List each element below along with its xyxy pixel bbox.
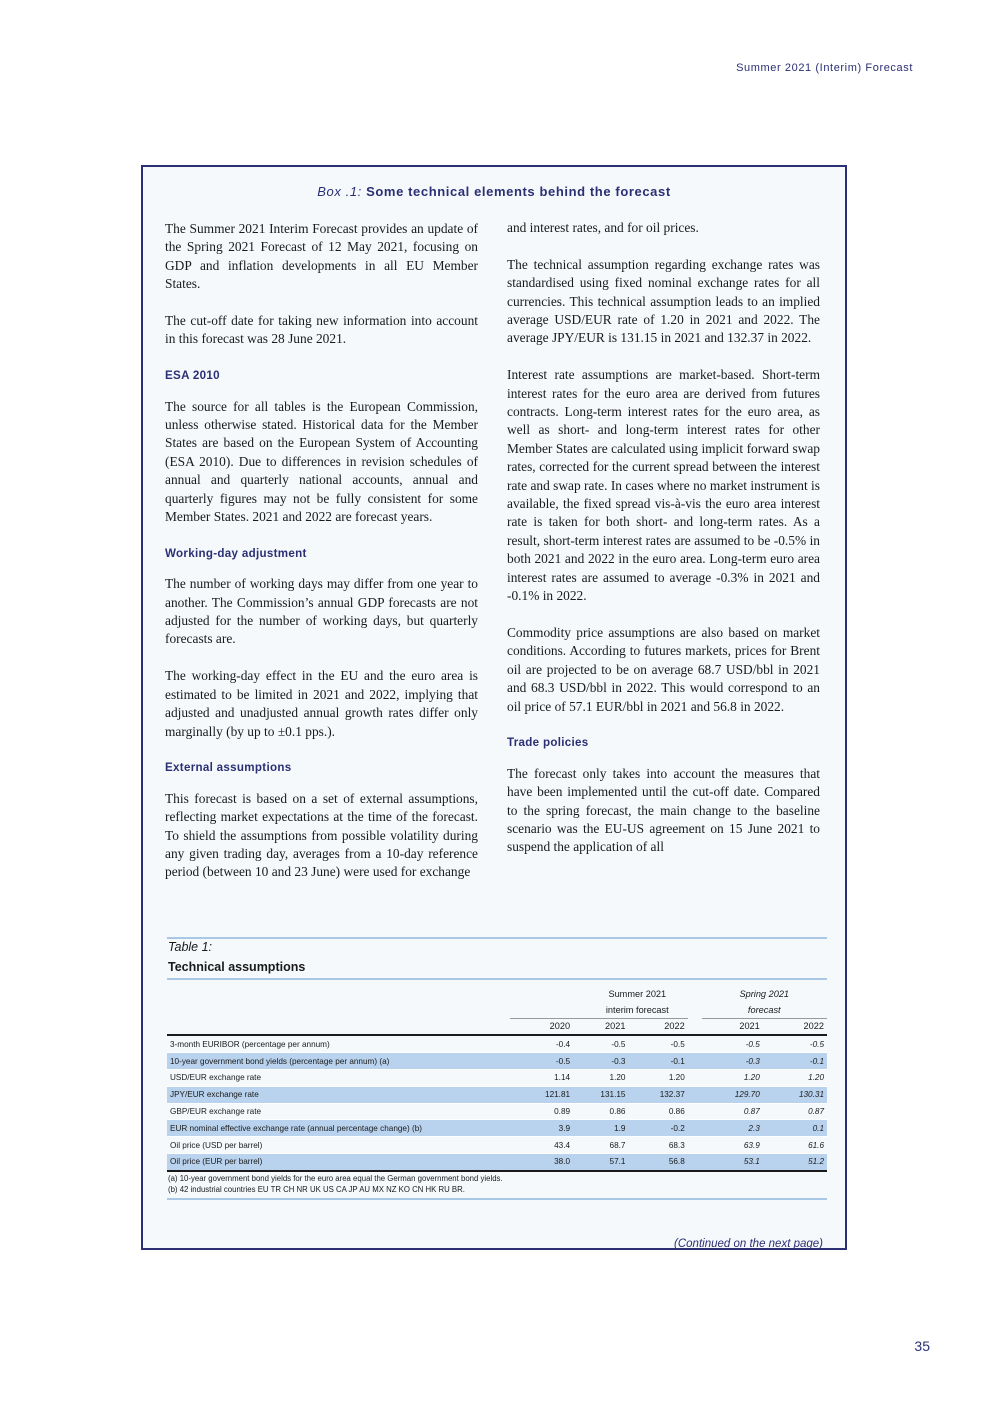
cell: 68.7 — [573, 1137, 628, 1154]
group-summer-subtitle: interim forecast — [605, 1004, 669, 1015]
group-spring-title: Spring 2021 — [739, 988, 790, 999]
paragraph: Interest rate assumptions are market-based. Short-term interest rates for the euro area are derived from futures contracts. Long-term interest rates for the euro area, as well as short- and long-term interest rates for other Member States are calculated using implicit forward swap rates, corrected for the current spread between the interest rate and swap rate. In cases where no market instrument is available, the fixed spread vis-à-vis the euro area interest rate is taken for both short- and long-term rates. As a result, short-term interest rates are assumed to be -0.5% in both 2021 and 2022 in the euro area. Long-term euro area interest rates are assumed to average -0.3% in 2021 and -0.1% in 2022. — [507, 367, 820, 604]
cell: 57.1 — [573, 1153, 628, 1170]
row-label: 3-month EURIBOR (percentage per annum) — [167, 1035, 510, 1052]
table-note: (a) 10-year government bond yields for the euro area equal the German government bond yields. — [168, 1173, 503, 1183]
box-title — [143, 184, 845, 199]
cell: -0.1 — [763, 1053, 827, 1070]
cell: 1.9 — [573, 1120, 628, 1137]
box-label: Box .1: — [317, 184, 362, 199]
section-heading-trade: Trade policies — [507, 736, 589, 750]
cell: 51.2 — [763, 1153, 827, 1170]
cell: -0.4 — [510, 1035, 573, 1052]
cell: 131.15 — [573, 1086, 628, 1103]
paragraph: The forecast only takes into account the measures that have been implemented until the cut-off date. Compared to the spring forecast, the main change to the baseline scenario was the EU-US agreement on 15 June 2021 to suspend the application of all — [507, 765, 820, 855]
table-row — [167, 1035, 827, 1052]
right-column — [507, 219, 820, 875]
row-label: Oil price (USD per barrel) — [167, 1137, 510, 1154]
table-row — [167, 1137, 827, 1154]
paragraph: The Summer 2021 Interim Forecast provides an update of the Spring 2021 Forecast of 12 May 2021, focusing on GDP and inflation developments in all EU Member States. — [165, 221, 478, 292]
continued-note: (Continued on the next page) — [674, 1238, 823, 1250]
table-row — [167, 1053, 827, 1070]
year-header: 2022 — [628, 1018, 687, 1035]
cell: 0.89 — [510, 1103, 573, 1120]
table-row — [167, 1103, 827, 1120]
cell: 1.20 — [628, 1069, 687, 1086]
table-row — [167, 1069, 827, 1086]
cell: 1.20 — [702, 1069, 763, 1086]
page-number: 35 — [914, 1338, 930, 1354]
row-label: JPY/EUR exchange rate — [167, 1086, 510, 1103]
year-header: 2021 — [573, 1018, 628, 1035]
table-title: Technical assumptions — [167, 958, 827, 980]
row-label: 10-year government bond yields (percentage per annum) (a) — [167, 1053, 510, 1070]
paragraph: This forecast is based on a set of external assumptions, reflecting market expectations at the time of the forecast. To shield the assumptions from possible volatility during any given trading day, averages from a 10-day reference period (between 10 and 23 June) were used for exchange — [165, 790, 478, 880]
technical-assumptions-table-block — [167, 937, 827, 1200]
cell: 132.37 — [628, 1086, 687, 1103]
table-row — [167, 1120, 827, 1137]
cell: -0.3 — [573, 1053, 628, 1070]
cell: -0.1 — [628, 1053, 687, 1070]
cell: 3.9 — [510, 1120, 573, 1137]
cell: 0.86 — [573, 1103, 628, 1120]
cell: 61.6 — [763, 1137, 827, 1154]
table-row — [167, 1086, 827, 1103]
paragraph: The source for all tables is the European Commission, unless otherwise stated. Historical data for the Member States are based on the European System of Accounting (ESA 2010). Due to differences in revision schedules of annual and quarterly national accounts, annual and quarterly figures may not be fully consistent for some Member States. 2021 and 2022 are forecast years. — [165, 398, 478, 525]
paragraph: The technical assumption regarding exchange rates was standardised using fixed nominal exchange rates for all currencies. This technical assumption leads to an implied average USD/EUR rate of 1.20 in 2021 and 2022. The average JPY/EUR is 131.15 in 2021 and 132.37 in 2022. — [507, 256, 820, 346]
cell: -0.5 — [702, 1035, 763, 1052]
cell: -0.5 — [763, 1035, 827, 1052]
row-label: GBP/EUR exchange rate — [167, 1103, 510, 1120]
box-heading: Some technical elements behind the forecast — [366, 184, 671, 199]
cell: 56.8 — [628, 1153, 687, 1170]
paragraph: The cut-off date for taking new information into account in this forecast was 28 June 2021. — [165, 313, 478, 347]
paragraph: and interest rates, and for oil prices. — [507, 220, 699, 235]
cell: 130.31 — [763, 1086, 827, 1103]
row-label: Oil price (EUR per barrel) — [167, 1153, 510, 1170]
section-heading-working-day: Working-day adjustment — [165, 546, 307, 560]
cell: 38.0 — [510, 1153, 573, 1170]
cell: 68.3 — [628, 1137, 687, 1154]
cell: 43.4 — [510, 1137, 573, 1154]
cell: 0.1 — [763, 1120, 827, 1137]
technical-elements-box — [141, 165, 847, 1250]
cell: 0.87 — [763, 1103, 827, 1120]
table-notes — [167, 1172, 827, 1200]
cell: 63.9 — [702, 1137, 763, 1154]
paragraph: The working-day effect in the EU and the euro area is estimated to be limited in 2021 and 2022, implying that adjusted and unadjusted annual growth rates differ only marginally (by up to ±0.1 pps.). — [165, 668, 478, 739]
row-label: EUR nominal effective exchange rate (annual percentage change) (b) — [167, 1120, 510, 1137]
group-header-row — [167, 986, 827, 1002]
cell: -0.5 — [573, 1035, 628, 1052]
technical-assumptions-table — [167, 986, 827, 1172]
group-spring-subtitle: forecast — [747, 1004, 781, 1015]
cell: -0.5 — [510, 1053, 573, 1070]
cell: 1.20 — [573, 1069, 628, 1086]
cell: 0.87 — [702, 1103, 763, 1120]
cell: 1.14 — [510, 1069, 573, 1086]
cell: 53.1 — [702, 1153, 763, 1170]
cell: -0.5 — [628, 1035, 687, 1052]
cell: -0.2 — [628, 1120, 687, 1137]
cell: 121.81 — [510, 1086, 573, 1103]
year-header: 2021 — [702, 1018, 763, 1035]
cell: 129.70 — [702, 1086, 763, 1103]
row-label: USD/EUR exchange rate — [167, 1069, 510, 1086]
table-label: Table 1: — [168, 940, 213, 954]
cell: -0.3 — [702, 1053, 763, 1070]
section-heading-external: External assumptions — [165, 761, 292, 775]
group-header-row — [167, 1002, 827, 1018]
table-row — [167, 1153, 827, 1170]
cell: 0.86 — [628, 1103, 687, 1120]
cell: 2.3 — [702, 1120, 763, 1137]
year-header: 2020 — [510, 1018, 573, 1035]
paragraph: The number of working days may differ from one year to another. The Commission’s annual GDP forecasts are not adjusted for the number of working days, but quarterly forecasts are. — [165, 576, 478, 647]
cell: 1.20 — [763, 1069, 827, 1086]
paragraph: Commodity price assumptions are also based on market conditions. According to futures markets, prices for Brent oil are projected to be on average 68.7 USD/bbl in 2021 and 68.3 USD/bbl in 2022. This would correspond to an oil price of 57.1 EUR/bbl in 2021 and 56.8 in 2022. — [507, 624, 820, 714]
left-column — [165, 220, 478, 900]
table-note: (b) 42 industrial countries EU TR CH NR UK US CA JP AU MX NZ KO CN HK RU BR. — [168, 1184, 465, 1194]
group-summer-title: Summer 2021 — [608, 988, 667, 999]
section-heading-esa: ESA 2010 — [165, 369, 220, 383]
running-header: Summer 2021 (Interim) Forecast — [736, 62, 913, 74]
year-header-row — [167, 1018, 827, 1035]
year-header: 2022 — [763, 1018, 827, 1035]
